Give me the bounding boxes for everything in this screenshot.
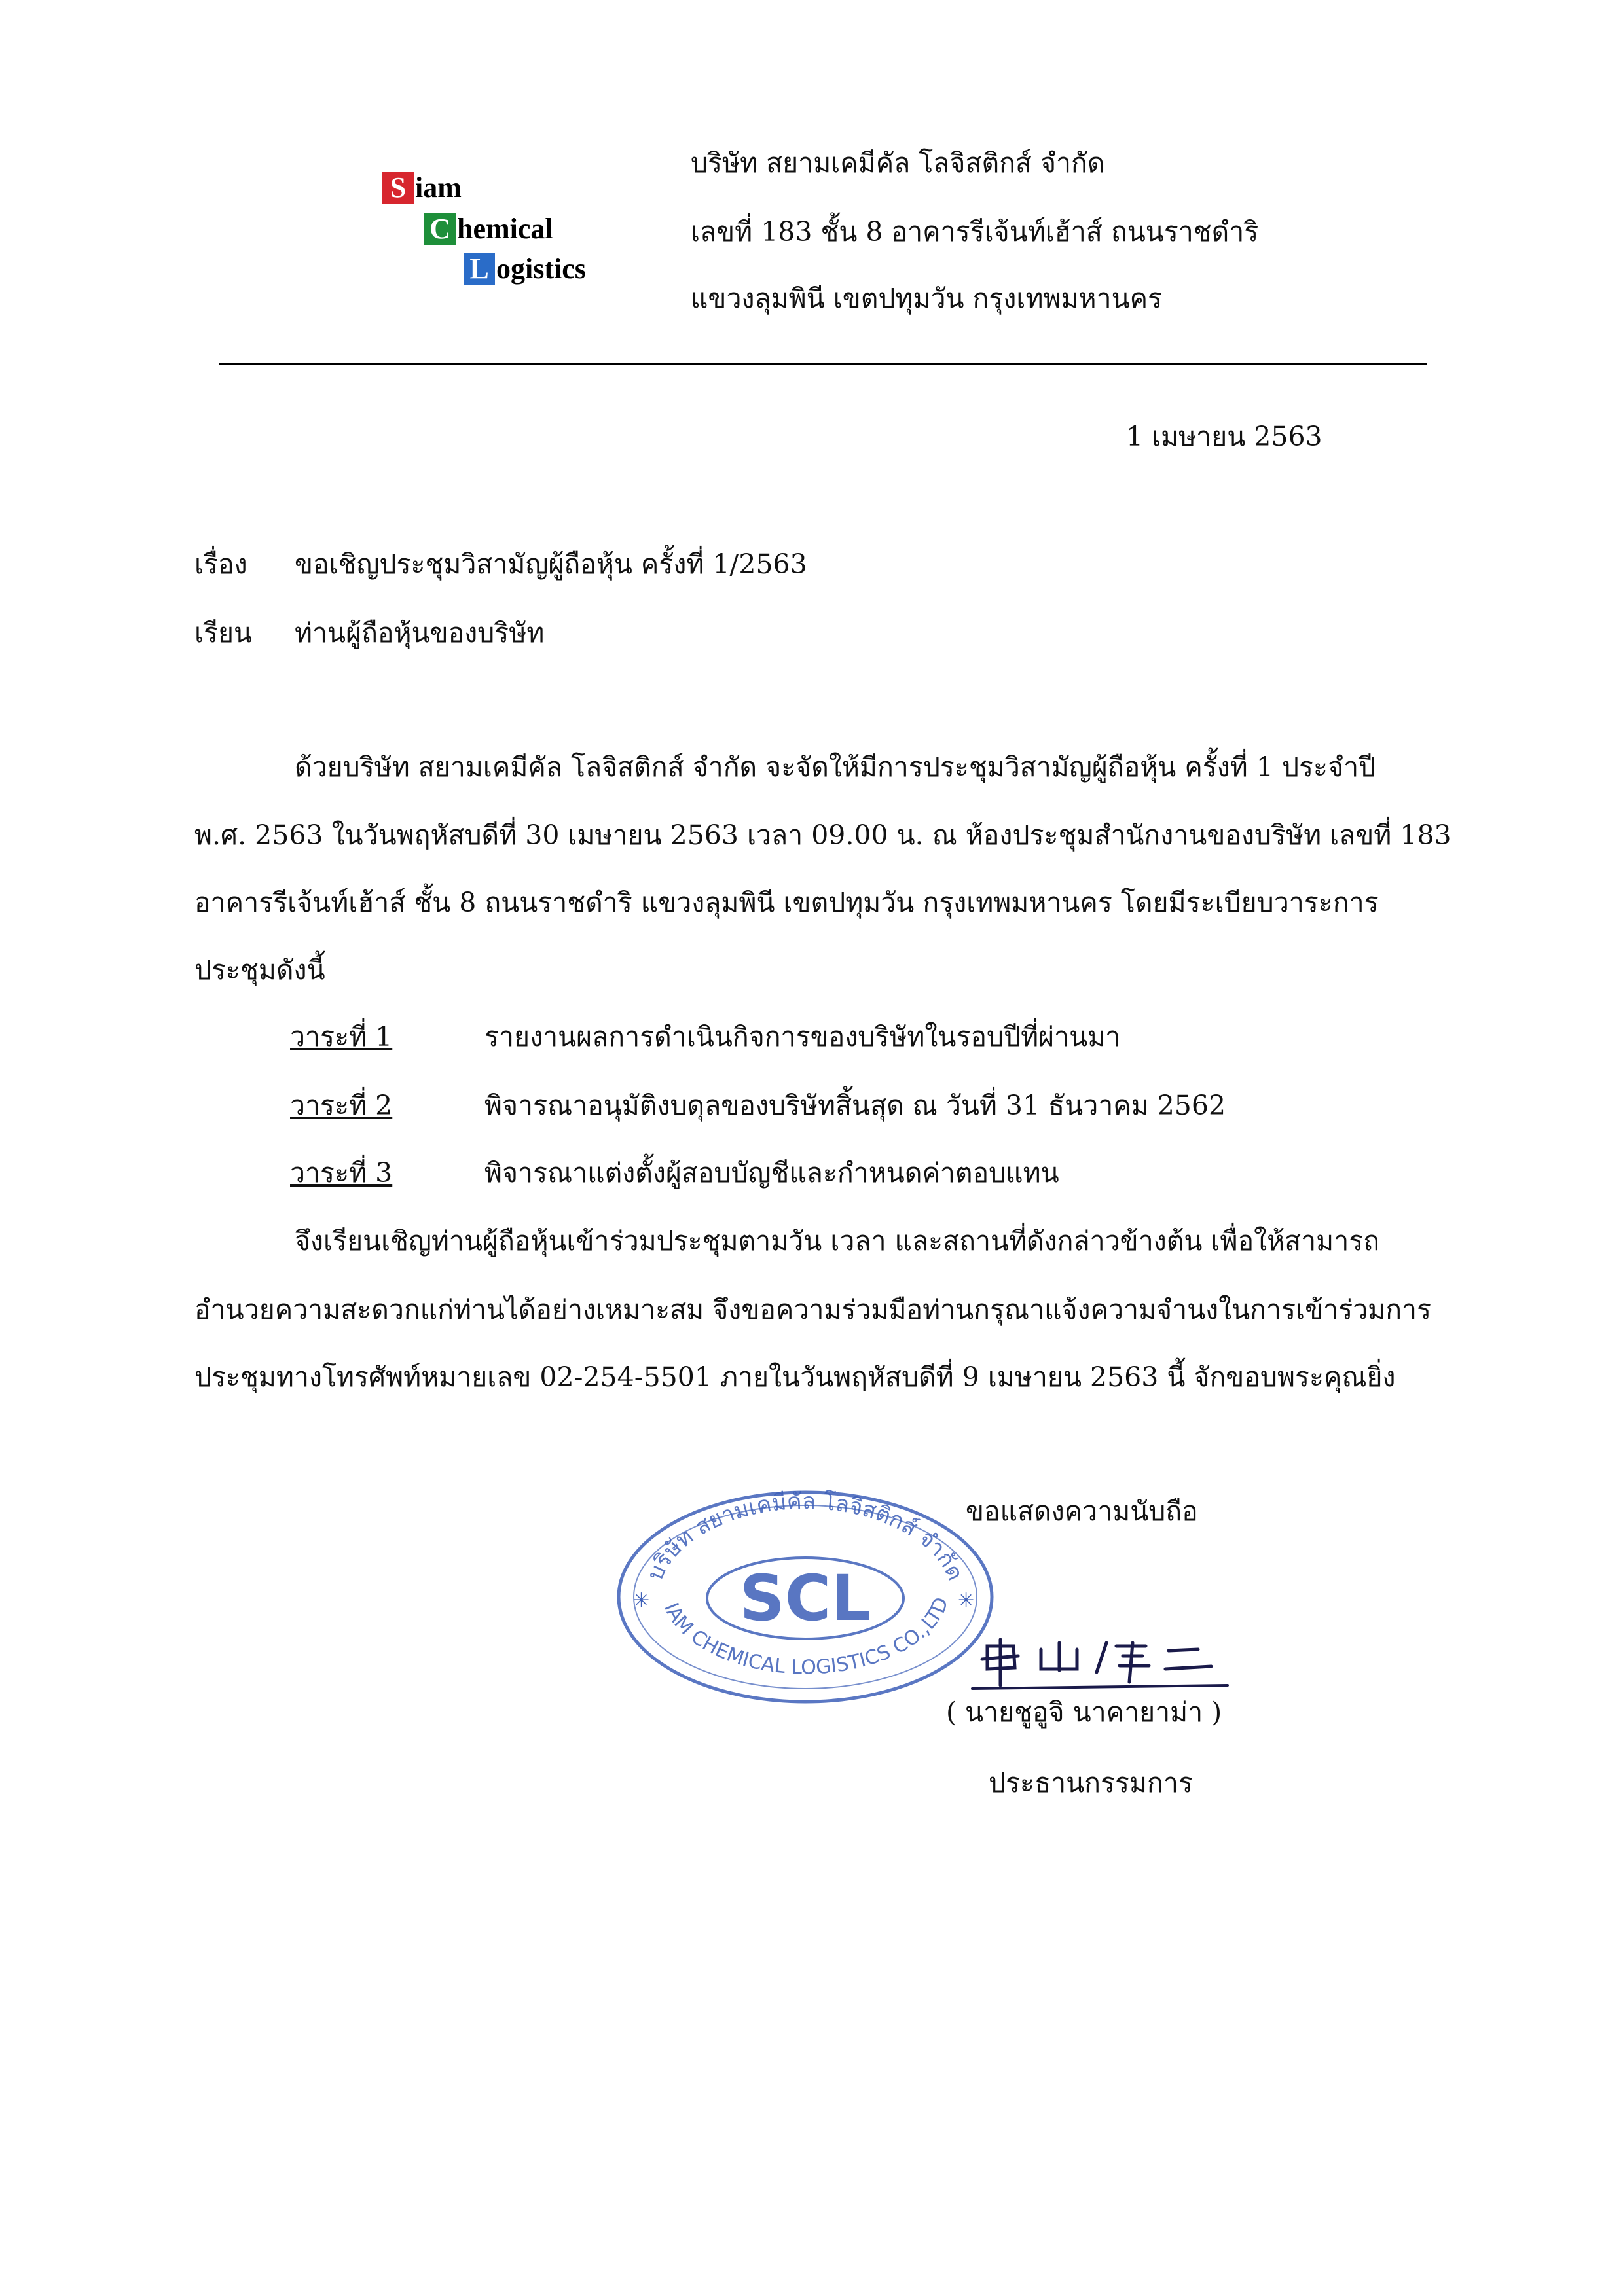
stamp-star-right: ✳ xyxy=(958,1589,975,1612)
logo-siam-text: iam xyxy=(415,171,462,204)
closing-text: ขอแสดงความนับถือ xyxy=(966,1496,1198,1527)
subject-label: เรื่อง xyxy=(194,548,247,580)
letter-date: 1 เมษายน 2563 xyxy=(1126,421,1322,452)
stamp-star-left: ✳ xyxy=(633,1589,650,1612)
agenda-label-2: วาระที่ 2 xyxy=(290,1090,393,1121)
address-line-1: เลขที่ 183 ชั้น 8 อาคารรีเจ้นท์เฮ้าส์ ถนนราชดำริ xyxy=(691,216,1259,247)
body-p2-line-1: จึงเรียนเชิญท่านผู้ถือหุ้นเข้าร่วมประชุมตามวัน เวลา และสถานที่ดังกล่าวข้างต้น เพื่อให้สามารถ xyxy=(295,1225,1380,1257)
stamp-bottom-text: IAM CHEMICAL LOGISTICS CO.,LTD xyxy=(659,1594,954,1679)
agenda-text-1: รายงานผลการดำเนินกิจการของบริษัทในรอบปีที่ผ่านมา xyxy=(484,1021,1121,1052)
logo-line-chemical xyxy=(424,213,553,245)
signature xyxy=(969,1623,1231,1695)
body-p2-line-2: อำนวยความสะดวกแก่ท่านได้อย่างเหมาะสม จึงขอความร่วมมือท่านกรุณาแจ้งความจำนงในการเข้าร่วมการ xyxy=(194,1294,1432,1325)
company-name: บริษัท สยามเคมีคัล โลจิสติกส์ จำกัด xyxy=(691,147,1105,179)
body-p1-line-2: พ.ศ. 2563 ในวันพฤหัสบดีที่ 30 เมษายน 2563 เวลา 09.00 น. ณ ห้องประชุมสำนักงานของบริษัท เลขที่ 183 xyxy=(194,819,1451,851)
agenda-label-3: วาระที่ 3 xyxy=(290,1157,393,1189)
agenda-text-2: พิจารณาอนุมัติงบดุลของบริษัทสิ้นสุด ณ วันที่ 31 ธันวาคม 2562 xyxy=(484,1090,1226,1121)
logo-chemical-text: hemical xyxy=(457,213,553,245)
to-text: ท่านผู้ถือหุ้นของบริษัท xyxy=(295,617,545,649)
logo-line-siam xyxy=(382,172,462,204)
logo-line-logistics xyxy=(464,253,586,285)
signer-title: ประธานกรรมการ xyxy=(989,1767,1193,1799)
to-label: เรียน xyxy=(194,617,253,649)
signer-name: ( นายชูอูจิ นาคายาม่า ) xyxy=(946,1696,1222,1728)
body-p1-line-1: ด้วยบริษัท สยามเคมีคัล โลจิสติกส์ จำกัด จะจัดให้มีการประชุมวิสามัญผู้ถือหุ้น ครั้งที่ 1 ประจำปี xyxy=(295,751,1376,783)
subject-text: ขอเชิญประชุมวิสามัญผู้ถือหุ้น ครั้งที่ 1/2563 xyxy=(295,548,807,580)
logo-c-box: C xyxy=(424,213,456,245)
stamp-top-text: บริษัท สยามเคมีคัล โลจิสติกส์ จำกัด xyxy=(642,1488,969,1585)
body-p1-line-3: อาคารรีเจ้นท์เฮ้าส์ ชั้น 8 ถนนราชดำริ แขวงลุมพินี เขตปทุมวัน กรุงเทพมหานคร โดยมีระเบียบวาระการ xyxy=(194,887,1379,918)
logo-s-box: S xyxy=(382,172,414,204)
agenda-label-1: วาระที่ 1 xyxy=(290,1021,393,1052)
logo-logistics-text: ogistics xyxy=(496,253,586,285)
stamp-center-text: SCL xyxy=(739,1562,871,1635)
company-stamp xyxy=(612,1486,998,1708)
header-divider xyxy=(219,363,1427,365)
agenda-text-3: พิจารณาแต่งตั้งผู้สอบบัญชีและกำหนดค่าตอบแทน xyxy=(484,1157,1059,1189)
body-p1-line-4: ประชุมดังนี้ xyxy=(194,954,325,986)
body-p2-line-3: ประชุมทางโทรศัพท์หมายเลข 02-254-5501 ภายในวันพฤหัสบดีที่ 9 เมษายน 2563 นี้ จักขอบพระคุณยิ่ง xyxy=(194,1361,1396,1393)
logo-l-box: L xyxy=(464,253,495,285)
address-line-2: แขวงลุมพินี เขตปทุมวัน กรุงเทพมหานคร xyxy=(691,283,1163,314)
